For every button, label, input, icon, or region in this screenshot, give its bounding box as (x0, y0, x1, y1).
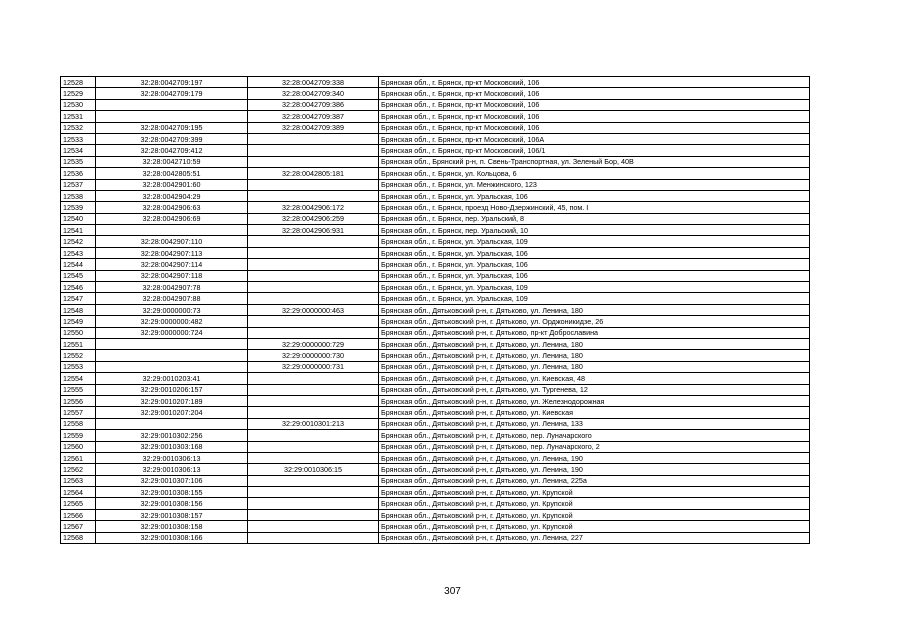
row-number-cell: 12553 (61, 361, 96, 372)
address-cell: Брянская обл., Дятьковский р-н, г. Дятьково, ул. Ленина, 227 (379, 532, 810, 543)
row-number-cell: 12531 (61, 111, 96, 122)
cadastral-number-cell (96, 225, 248, 236)
table-row (61, 338, 810, 349)
row-number-cell: 12548 (61, 304, 96, 315)
table-row (61, 316, 810, 327)
cadastral-number-cell: 32:28:0042709:179 (96, 88, 248, 99)
cadastral-number-cell: 32:29:0010308:158 (96, 521, 248, 532)
address-cell: Брянская обл., г. Брянск, пр-кт Московский, 106А (379, 133, 810, 144)
table-row (61, 236, 810, 247)
cadastral-number-cell: 32:29:0010306:13 (96, 464, 248, 475)
row-number-cell: 12567 (61, 521, 96, 532)
table-row (61, 77, 810, 88)
cadastral-number-cell: 32:28:0042907:110 (96, 236, 248, 247)
address-cell: Брянская обл., Дятьковский р-н, г. Дятьково, пер. Луначарского (379, 430, 810, 441)
parent-cadastral-number-cell (248, 316, 379, 327)
row-number-cell: 12566 (61, 509, 96, 520)
row-number-cell: 12564 (61, 487, 96, 498)
parent-cadastral-number-cell (248, 532, 379, 543)
parent-cadastral-number-cell: 32:28:0042709:386 (248, 99, 379, 110)
cadastral-number-cell: 32:29:0010308:155 (96, 487, 248, 498)
cadastral-number-cell: 32:28:0042805:51 (96, 168, 248, 179)
row-number-cell: 12568 (61, 532, 96, 543)
parent-cadastral-number-cell (248, 509, 379, 520)
table-row (61, 521, 810, 532)
cadastral-number-cell: 32:28:0042710:59 (96, 156, 248, 167)
parent-cadastral-number-cell (248, 327, 379, 338)
cadastral-number-cell: 32:29:0010206:157 (96, 384, 248, 395)
table-row (61, 304, 810, 315)
address-cell: Брянская обл., г. Брянск, пр-кт Московский, 106/1 (379, 145, 810, 156)
row-number-cell: 12551 (61, 338, 96, 349)
page-number: 307 (444, 586, 461, 597)
address-cell: Брянская обл., г. Брянск, ул. Уральская, 106 (379, 190, 810, 201)
row-number-cell: 12549 (61, 316, 96, 327)
cadastral-number-cell: 32:29:0010303:168 (96, 441, 248, 452)
address-cell: Брянская обл., Дятьковский р-н, г. Дятьково, пер. Луначарского, 2 (379, 441, 810, 452)
address-cell: Брянская обл., г. Брянск, ул. Уральская, 109 (379, 236, 810, 247)
table-row (61, 247, 810, 258)
row-number-cell: 12542 (61, 236, 96, 247)
parent-cadastral-number-cell (248, 293, 379, 304)
cadastral-number-cell: 32:28:0042904:29 (96, 190, 248, 201)
row-number-cell: 12530 (61, 99, 96, 110)
address-cell: Брянская обл., Брянский р-н, п. Свень-Транспортная, ул. Зеленый Бор, 40В (379, 156, 810, 167)
cadastral-number-cell: 32:29:0010308:166 (96, 532, 248, 543)
address-cell: Брянская обл., Дятьковский р-н, г. Дятьково, ул. Ленина, 180 (379, 304, 810, 315)
row-number-cell: 12547 (61, 293, 96, 304)
parent-cadastral-number-cell: 32:29:0010306:15 (248, 464, 379, 475)
table-row (61, 190, 810, 201)
address-cell: Брянская обл., г. Брянск, проезд Ново-Дзержинский, 45, пом. I (379, 202, 810, 213)
cadastral-number-cell: 32:29:0010302:256 (96, 430, 248, 441)
table-row (61, 213, 810, 224)
parent-cadastral-number-cell (248, 179, 379, 190)
parent-cadastral-number-cell: 32:29:0000000:731 (248, 361, 379, 372)
table-row (61, 361, 810, 372)
address-cell: Брянская обл., Дятьковский р-н, г. Дятьково, пр-кт Доброславина (379, 327, 810, 338)
table-row (61, 464, 810, 475)
address-cell: Брянская обл., г. Брянск, пр-кт Московский, 106 (379, 122, 810, 133)
row-number-cell: 12541 (61, 225, 96, 236)
table-row (61, 122, 810, 133)
parent-cadastral-number-cell: 32:28:0042709:340 (248, 88, 379, 99)
address-cell: Брянская обл., Дятьковский р-н, г. Дятьково, ул. Крупской (379, 509, 810, 520)
parent-cadastral-number-cell (248, 384, 379, 395)
address-cell: Брянская обл., Дятьковский р-н, г. Дятьково, ул. Орджоникидзе, 26 (379, 316, 810, 327)
address-cell: Брянская обл., г. Брянск, пр-кт Московский, 106 (379, 88, 810, 99)
parent-cadastral-number-cell (248, 395, 379, 406)
address-cell: Брянская обл., г. Брянск, ул. Уральская, 106 (379, 247, 810, 258)
row-number-cell: 12529 (61, 88, 96, 99)
row-number-cell: 12559 (61, 430, 96, 441)
table-row (61, 509, 810, 520)
parent-cadastral-number-cell: 32:28:0042709:389 (248, 122, 379, 133)
address-cell: Брянская обл., Дятьковский р-н, г. Дятьково, ул. Крупской (379, 498, 810, 509)
address-cell: Брянская обл., г. Брянск, ул. Уральская, 109 (379, 282, 810, 293)
row-number-cell: 12565 (61, 498, 96, 509)
parent-cadastral-number-cell (248, 498, 379, 509)
cadastral-number-cell: 32:28:0042709:197 (96, 77, 248, 88)
row-number-cell: 12550 (61, 327, 96, 338)
address-cell: Брянская обл., Дятьковский р-н, г. Дятьково, ул. Крупской (379, 521, 810, 532)
row-number-cell: 12535 (61, 156, 96, 167)
row-number-cell: 12562 (61, 464, 96, 475)
cadastral-number-cell: 32:29:0010307:106 (96, 475, 248, 486)
parent-cadastral-number-cell: 32:28:0042906:931 (248, 225, 379, 236)
table-row (61, 202, 810, 213)
table-row (61, 156, 810, 167)
table-row (61, 373, 810, 384)
parent-cadastral-number-cell (248, 247, 379, 258)
parent-cadastral-number-cell: 32:29:0000000:730 (248, 350, 379, 361)
row-number-cell: 12557 (61, 407, 96, 418)
address-cell: Брянская обл., г. Брянск, ул. Кольцова, 6 (379, 168, 810, 179)
table-row (61, 441, 810, 452)
table-row (61, 532, 810, 543)
address-cell: Брянская обл., Дятьковский р-н, г. Дятьково, ул. Киевская, 48 (379, 373, 810, 384)
table-row (61, 475, 810, 486)
cadastral-number-cell: 32:29:0010308:157 (96, 509, 248, 520)
address-cell: Брянская обл., Дятьковский р-н, г. Дятьково, ул. Ленина, 190 (379, 452, 810, 463)
table-row (61, 88, 810, 99)
parent-cadastral-number-cell: 32:29:0000000:463 (248, 304, 379, 315)
cadastral-number-cell (96, 418, 248, 429)
parent-cadastral-number-cell: 32:29:0010301:213 (248, 418, 379, 429)
parent-cadastral-number-cell (248, 270, 379, 281)
table-row (61, 487, 810, 498)
parent-cadastral-number-cell: 32:28:0042709:338 (248, 77, 379, 88)
parent-cadastral-number-cell (248, 452, 379, 463)
registry-table-body (61, 77, 810, 544)
address-cell: Брянская обл., Дятьковский р-н, г. Дятьково, ул. Ленина, 180 (379, 361, 810, 372)
table-row (61, 452, 810, 463)
cadastral-number-cell: 32:28:0042709:195 (96, 122, 248, 133)
cadastral-number-cell (96, 111, 248, 122)
address-cell: Брянская обл., Дятьковский р-н, г. Дятьково, ул. Железнодорожная (379, 395, 810, 406)
cadastral-number-cell: 32:29:0000000:724 (96, 327, 248, 338)
parent-cadastral-number-cell (248, 156, 379, 167)
row-number-cell: 12545 (61, 270, 96, 281)
cadastral-number-cell: 32:28:0042906:69 (96, 213, 248, 224)
table-row (61, 418, 810, 429)
table-row (61, 395, 810, 406)
parent-cadastral-number-cell (248, 475, 379, 486)
table-row (61, 145, 810, 156)
parent-cadastral-number-cell (248, 373, 379, 384)
table-row (61, 179, 810, 190)
cadastral-number-cell: 32:28:0042901:60 (96, 179, 248, 190)
cadastral-number-cell: 32:29:0000000:482 (96, 316, 248, 327)
address-cell: Брянская обл., Дятьковский р-н, г. Дятьково, ул. Ленина, 225а (379, 475, 810, 486)
row-number-cell: 12537 (61, 179, 96, 190)
address-cell: Брянская обл., г. Брянск, пр-кт Московский, 106 (379, 99, 810, 110)
address-cell: Брянская обл., г. Брянск, ул. Уральская, 109 (379, 293, 810, 304)
row-number-cell: 12546 (61, 282, 96, 293)
cadastral-number-cell: 32:28:0042906:63 (96, 202, 248, 213)
table-row (61, 430, 810, 441)
address-cell: Брянская обл., Дятьковский р-н, г. Дятьково, ул. Ленина, 133 (379, 418, 810, 429)
address-cell: Брянская обл., г. Брянск, пер. Уральский, 10 (379, 225, 810, 236)
table-row (61, 259, 810, 270)
parent-cadastral-number-cell (248, 407, 379, 418)
parent-cadastral-number-cell (248, 133, 379, 144)
table-row (61, 384, 810, 395)
parent-cadastral-number-cell (248, 487, 379, 498)
parent-cadastral-number-cell (248, 236, 379, 247)
parent-cadastral-number-cell (248, 441, 379, 452)
cadastral-number-cell: 32:28:0042709:412 (96, 145, 248, 156)
table-row (61, 99, 810, 110)
parent-cadastral-number-cell (248, 282, 379, 293)
parent-cadastral-number-cell (248, 430, 379, 441)
table-row (61, 350, 810, 361)
parent-cadastral-number-cell (248, 259, 379, 270)
parent-cadastral-number-cell: 32:28:0042906:172 (248, 202, 379, 213)
address-cell: Брянская обл., Дятьковский р-н, г. Дятьково, ул. Тургенева, 12 (379, 384, 810, 395)
parent-cadastral-number-cell: 32:28:0042805:181 (248, 168, 379, 179)
address-cell: Брянская обл., г. Брянск, ул. Уральская, 106 (379, 270, 810, 281)
cadastral-number-cell: 32:28:0042907:118 (96, 270, 248, 281)
address-cell: Брянская обл., Дятьковский р-н, г. Дятьково, ул. Ленина, 190 (379, 464, 810, 475)
row-number-cell: 12554 (61, 373, 96, 384)
row-number-cell: 12528 (61, 77, 96, 88)
row-number-cell: 12556 (61, 395, 96, 406)
table-row (61, 282, 810, 293)
parent-cadastral-number-cell: 32:28:0042709:387 (248, 111, 379, 122)
cadastral-number-cell: 32:29:0010306:13 (96, 452, 248, 463)
table-row (61, 498, 810, 509)
address-cell: Брянская обл., г. Брянск, ул. Менжинского, 123 (379, 179, 810, 190)
row-number-cell: 12538 (61, 190, 96, 201)
address-cell: Брянская обл., Дятьковский р-н, г. Дятьково, ул. Крупской (379, 487, 810, 498)
row-number-cell: 12561 (61, 452, 96, 463)
table-row (61, 270, 810, 281)
table-row (61, 111, 810, 122)
cadastral-number-cell: 32:29:0010207:189 (96, 395, 248, 406)
cadastral-number-cell: 32:28:0042907:88 (96, 293, 248, 304)
row-number-cell: 12560 (61, 441, 96, 452)
registry-table (60, 76, 810, 544)
table-row (61, 407, 810, 418)
cadastral-number-cell (96, 99, 248, 110)
cadastral-number-cell: 32:29:0000000:73 (96, 304, 248, 315)
table-row (61, 168, 810, 179)
row-number-cell: 12539 (61, 202, 96, 213)
parent-cadastral-number-cell (248, 521, 379, 532)
row-number-cell: 12543 (61, 247, 96, 258)
cadastral-number-cell: 32:28:0042709:399 (96, 133, 248, 144)
row-number-cell: 12544 (61, 259, 96, 270)
cadastral-number-cell: 32:28:0042907:114 (96, 259, 248, 270)
row-number-cell: 12552 (61, 350, 96, 361)
row-number-cell: 12540 (61, 213, 96, 224)
cadastral-number-cell: 32:29:0010308:156 (96, 498, 248, 509)
row-number-cell: 12532 (61, 122, 96, 133)
parent-cadastral-number-cell: 32:29:0000000:729 (248, 338, 379, 349)
table-row (61, 133, 810, 144)
cadastral-number-cell (96, 361, 248, 372)
row-number-cell: 12533 (61, 133, 96, 144)
address-cell: Брянская обл., г. Брянск, ул. Уральская, 106 (379, 259, 810, 270)
row-number-cell: 12534 (61, 145, 96, 156)
table-row (61, 293, 810, 304)
row-number-cell: 12558 (61, 418, 96, 429)
address-cell: Брянская обл., Дятьковский р-н, г. Дятьково, ул. Киевская (379, 407, 810, 418)
address-cell: Брянская обл., г. Брянск, пр-кт Московский, 106 (379, 111, 810, 122)
cadastral-number-cell: 32:28:0042907:113 (96, 247, 248, 258)
cadastral-number-cell (96, 350, 248, 361)
table-row (61, 225, 810, 236)
address-cell: Брянская обл., г. Брянск, пер. Уральский, 8 (379, 213, 810, 224)
table-row (61, 327, 810, 338)
address-cell: Брянская обл., г. Брянск, пр-кт Московский, 106 (379, 77, 810, 88)
cadastral-number-cell (96, 338, 248, 349)
row-number-cell: 12563 (61, 475, 96, 486)
cadastral-number-cell: 32:28:0042907:78 (96, 282, 248, 293)
address-cell: Брянская обл., Дятьковский р-н, г. Дятьково, ул. Ленина, 180 (379, 338, 810, 349)
parent-cadastral-number-cell (248, 145, 379, 156)
address-cell: Брянская обл., Дятьковский р-н, г. Дятьково, ул. Ленина, 180 (379, 350, 810, 361)
cadastral-number-cell: 32:29:0010207:204 (96, 407, 248, 418)
parent-cadastral-number-cell (248, 190, 379, 201)
row-number-cell: 12555 (61, 384, 96, 395)
parent-cadastral-number-cell: 32:28:0042906:259 (248, 213, 379, 224)
cadastral-number-cell: 32:29:0010203:41 (96, 373, 248, 384)
row-number-cell: 12536 (61, 168, 96, 179)
